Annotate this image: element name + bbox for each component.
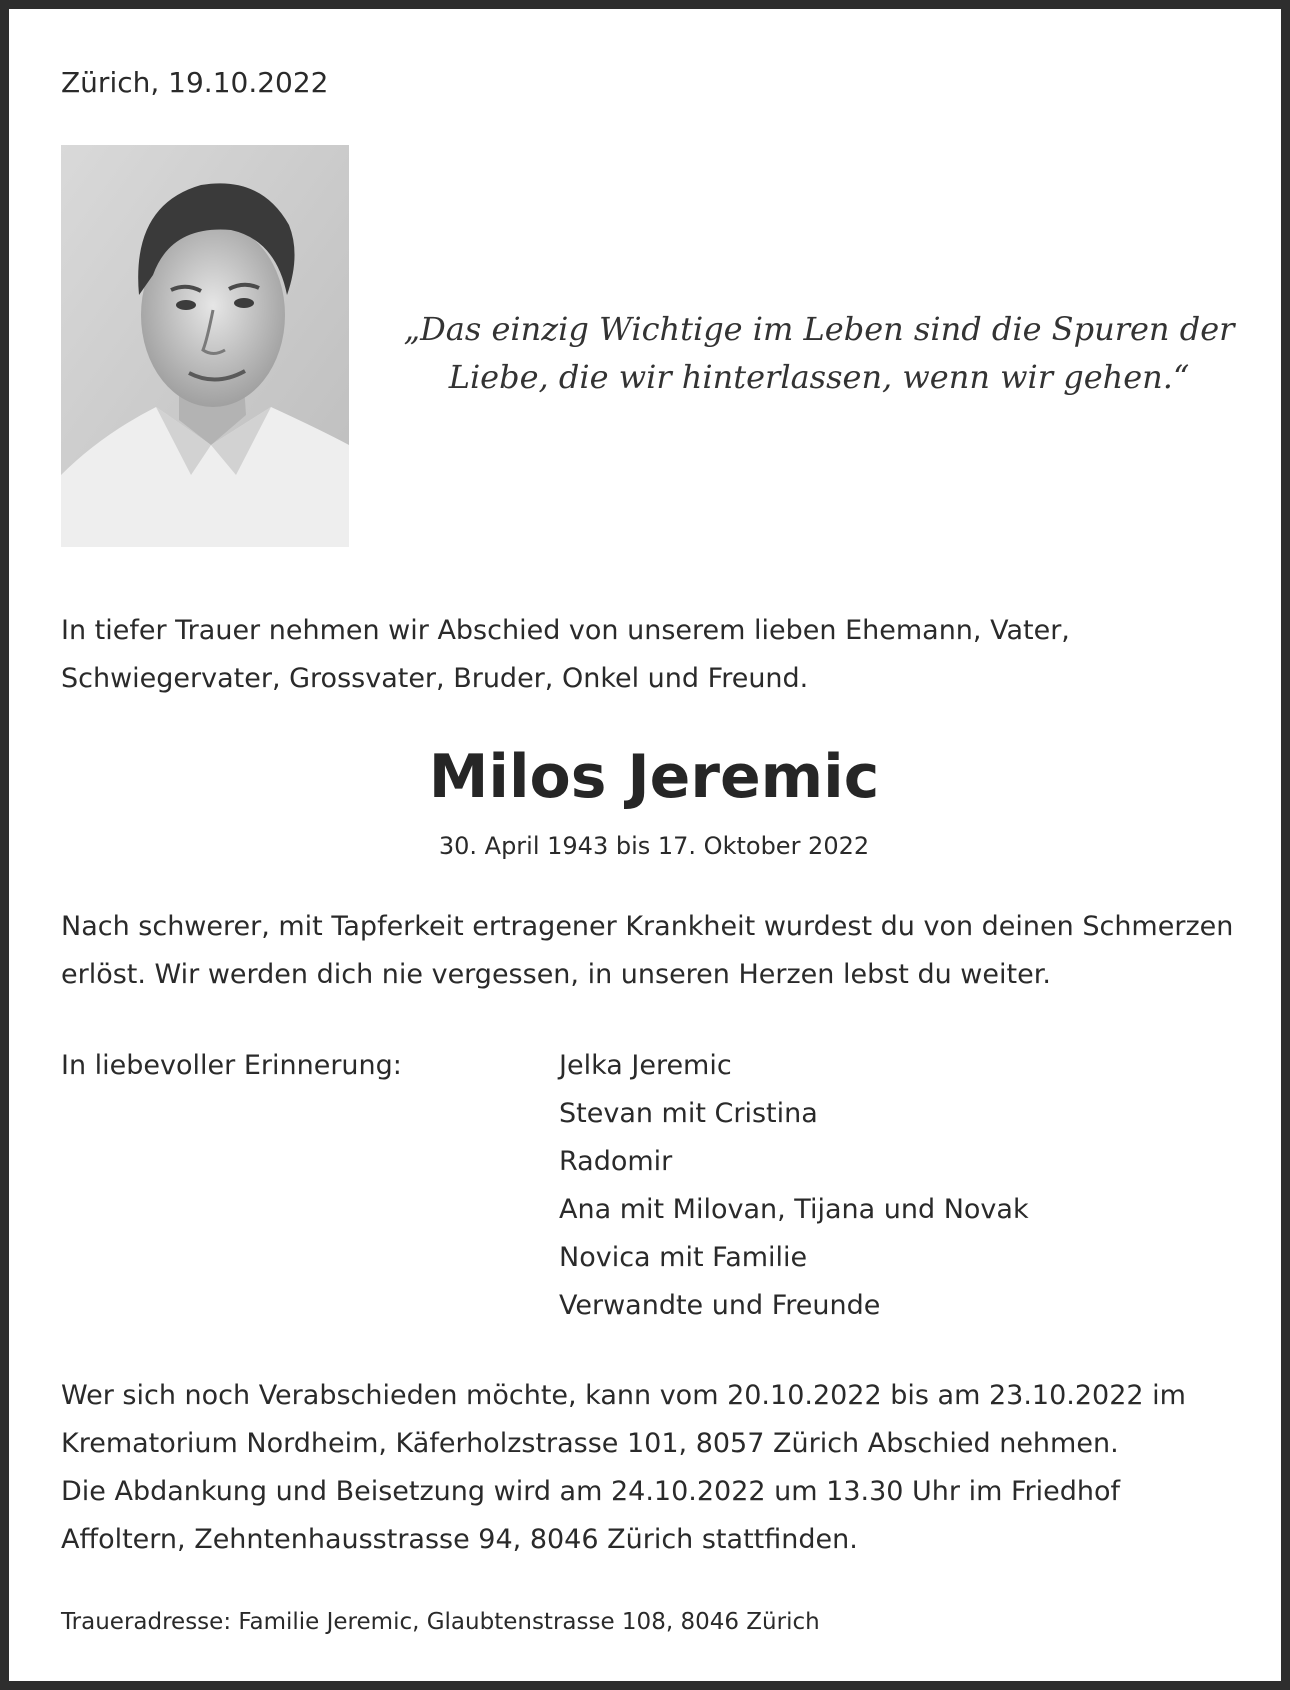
deceased-lifespan: 30. April 1943 bis 17. Oktober 2022 [438, 832, 870, 860]
list-item: Jelka Jeremic [559, 1050, 732, 1081]
list-item: Radomir [559, 1146, 673, 1177]
intro-text [61, 607, 1241, 703]
ceremony-info [61, 1372, 1251, 1564]
message-line: Nach schwerer, mit Tapferkeit ertragener Krankheit wurdest du von deinen Schmerzen [61, 911, 1234, 942]
ceremony-line: Affoltern, Zehntenhausstrasse 94, 8046 Zürich stattfinden. [61, 1524, 858, 1555]
intro-line: In tiefer Trauer nehmen wir Abschied von unserem lieben Ehemann, Vater, [61, 615, 1070, 646]
dateline: Zürich, 19.10.2022 [61, 66, 329, 99]
intro-line: Schwiegervater, Grossvater, Bruder, Onkel und Freund. [61, 663, 809, 694]
list-item: Ana mit Milovan, Tijana und Novak [559, 1194, 1029, 1225]
memory-label: In liebevoller Erinnerung: [61, 1050, 402, 1081]
mourning-address: Traueradresse: Familie Jeremic, Glaubtenstrasse 108, 8046 Zürich [61, 1609, 820, 1635]
ceremony-line: Die Abdankung und Beisetzung wird am 24.10.2022 um 13.30 Uhr im Friedhof [61, 1476, 1121, 1507]
mourners-list [559, 1042, 1029, 1330]
message-line: erlöst. Wir werden dich nie vergessen, in unseren Herzen lebst du weiter. [61, 959, 1051, 990]
farewell-message [61, 903, 1251, 999]
memorial-quote [379, 305, 1259, 401]
list-item: Novica mit Familie [559, 1242, 808, 1273]
ceremony-line: Krematorium Nordheim, Käferholzstrasse 101, 8057 Zürich Abschied nehmen. [61, 1428, 1119, 1459]
list-item: Stevan mit Cristina [559, 1098, 818, 1129]
quote-line: Liebe, die wir hinterlassen, wenn wir gehen.“ [448, 358, 1190, 396]
list-item: Verwandte und Freunde [559, 1290, 881, 1321]
ceremony-line: Wer sich noch Verabschieden möchte, kann vom 20.10.2022 bis am 23.10.2022 im [61, 1380, 1186, 1411]
portrait-photo [61, 145, 349, 547]
portrait-photo-icon [61, 145, 349, 547]
quote-line: „Das einzig Wichtige im Leben sind die Spuren der [403, 310, 1235, 348]
deceased-name: Milos Jeremic [428, 742, 880, 812]
